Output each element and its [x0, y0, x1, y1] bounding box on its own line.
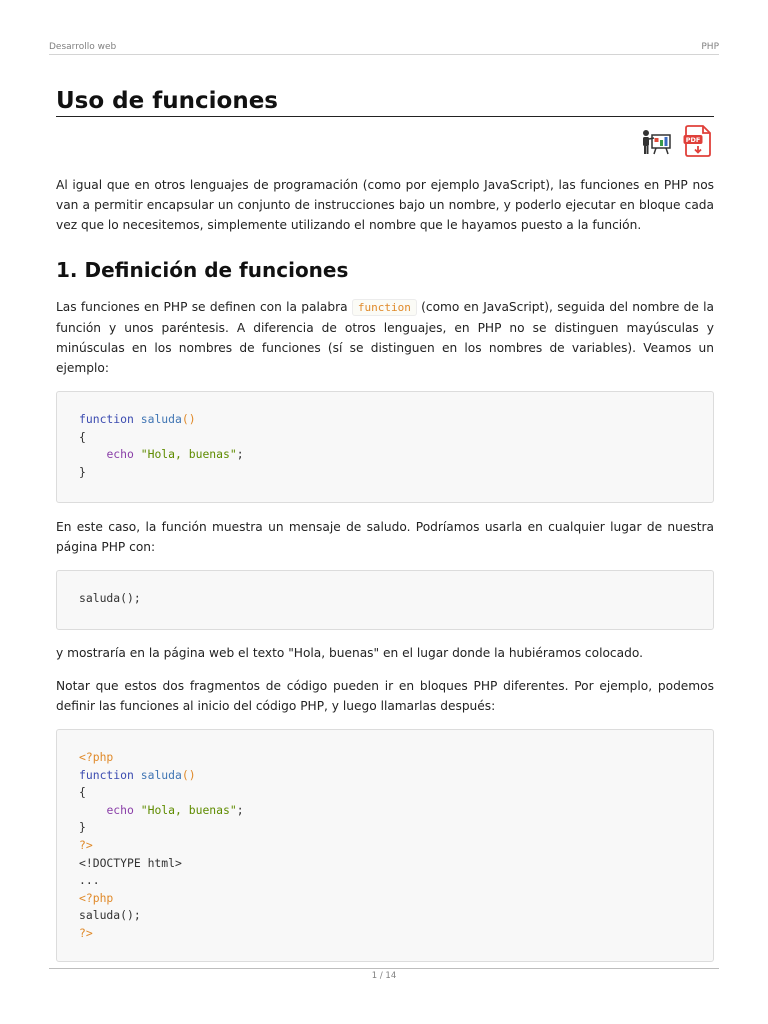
document-body [56, 86, 714, 962]
code-brace: { [79, 429, 86, 444]
code-echo: echo [106, 447, 134, 462]
code-ellipsis: ... [79, 873, 100, 888]
code-parens: () [181, 767, 196, 782]
svg-text:PDF: PDF [685, 136, 701, 144]
code-php-tag: <?php [79, 750, 114, 764]
code-keyword: function [79, 412, 134, 426]
inline-code: function [352, 299, 417, 316]
code-php-tag: <?php [79, 890, 114, 905]
code-echo: echo [106, 802, 134, 817]
resource-icons [56, 117, 714, 163]
code-brace: } [79, 464, 86, 479]
code-keyword: function [79, 767, 134, 782]
usage-paragraph: En este caso, la función muestra un mensaje de saludo. Podríamos usarla en cualquier lugar de nuestra página PHP con: [56, 520, 714, 554]
code-call: saluda(); [79, 908, 141, 923]
code-brace: { [79, 785, 86, 800]
code-function-name: saluda [140, 767, 182, 782]
code-string: "Hola, buenas" [140, 447, 237, 462]
code-doctype: <!DOCTYPE html> [79, 855, 182, 870]
code-semicolon: ; [236, 802, 244, 817]
header-topic: PHP [701, 42, 719, 52]
code-block-definition [56, 391, 714, 503]
running-header [49, 41, 719, 55]
note-paragraph: Notar que estos dos fragmentos de código pueden ir en bloques PHP diferentes. Por ejemplo, podemos definir las funciones al inicio del código PHP, y luego llamarlas después: [56, 679, 714, 713]
code-parens: () [181, 412, 196, 426]
section-heading: 1. Definición de funciones [56, 258, 349, 282]
definition-paragraph [56, 297, 714, 378]
page-number: 1 / 14 [371, 971, 397, 981]
code-string: "Hola, buenas" [140, 802, 237, 817]
code-call: saluda(); [79, 591, 141, 605]
code-function-name: saluda [140, 412, 182, 426]
code-block-call [56, 570, 714, 630]
text-fragment: (como en JavaScript), seguida del nombre de la función y unos paréntesis. A diferencia de otros lenguajes, en PHP no se distinguen mayúsculas y minúsculas en los nombres de funciones (sí se distinguen en los nombres de variables). Veamos un ejemplo: [56, 300, 714, 375]
page-footer [49, 968, 719, 981]
pdf-icon[interactable] [683, 125, 713, 157]
code-semicolon: ; [236, 447, 244, 462]
header-course: Desarrollo web [49, 42, 117, 52]
code-php-tag: ?> [79, 925, 93, 940]
intro-paragraph: Al igual que en otros lenguajes de programación (como por ejemplo JavaScript), las funciones en PHP nos van a permitir encapsular un conjunto de instrucciones bajo un nombre, y poderlo ejecutar en bloque cada vez que lo necesitemos, simplemente utilizando el nombre que le hayamos puesto a la función. [56, 178, 714, 232]
code-brace: } [79, 820, 86, 835]
code-block-full [56, 729, 714, 962]
code-php-tag: ?> [79, 837, 93, 852]
result-paragraph: y mostraría en la página web el texto "Hola, buenas" en el lugar donde la hubiéramos colocado. [56, 646, 643, 660]
text-fragment: Las funciones en PHP se definen con la palabra [56, 300, 352, 314]
presentation-icon[interactable] [640, 129, 672, 155]
page-title: Uso de funciones [56, 86, 714, 117]
